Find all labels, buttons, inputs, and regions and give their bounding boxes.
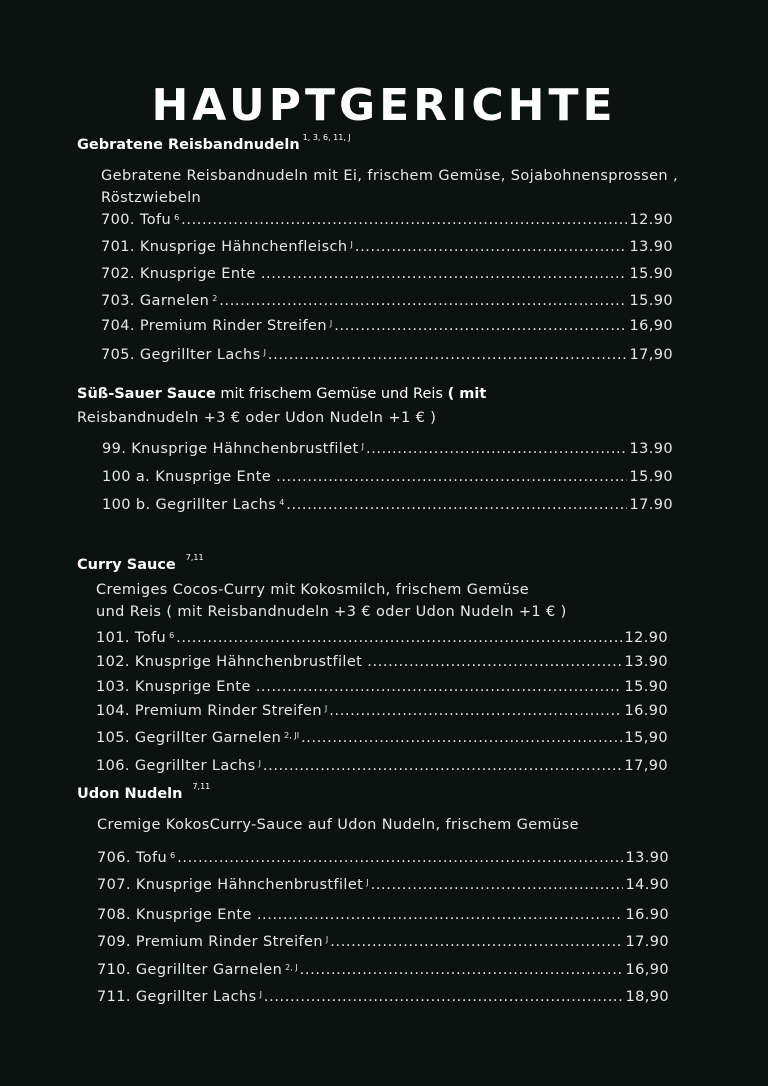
price: 13.90	[625, 850, 669, 866]
price: 15.90	[624, 679, 668, 695]
price: 16.90	[625, 907, 669, 923]
section-description: Cremiges Cocos-Curry mit Kokosmilch, frischem Gemüse und Reis ( mit Reisbandnudeln +3 € oder Udon Nudeln +1 € )	[96, 582, 567, 620]
allergen-note: 7,11	[185, 553, 204, 562]
price: 16,90	[625, 962, 669, 978]
price: 15.90	[629, 266, 673, 282]
section-description: Cremige KokosCurry-Sauce auf Udon Nudeln, frischem Gemüse	[97, 817, 579, 833]
price: 15.90	[629, 293, 673, 309]
menu-item: 709. Premium Rinder Streifen $^J$ ..... 17.90	[97, 934, 669, 954]
menu-item: 702. Knusprige Ente ..... 15.90	[101, 266, 673, 286]
section-heading: Süß-Sauer Sauce mit frischem Gemüse und Reis ( mit	[77, 386, 487, 402]
section-description: Reisbandnudeln +3 € oder Udon Nudeln +1 € )	[77, 410, 437, 426]
menu-item: 701. Knusprige Hähnchenfleisch $^J$ ..... 13.90	[101, 239, 673, 259]
price: 17.90	[625, 934, 669, 950]
menu-item: 99. Knusprige Hähnchenbrustfilet $^J$ ..... 13.90	[102, 441, 673, 461]
menu-item: 106. Gegrillter Lachs $^J$ ..... 17,90	[96, 758, 668, 778]
menu-item: 104. Premium Rinder Streifen $^J$ ..... 16.90	[96, 703, 668, 723]
price: 18,90	[625, 989, 669, 1005]
price: 15,90	[624, 730, 668, 746]
price: 17,90	[629, 347, 673, 363]
menu-item: 704. Premium Rinder Streifen $^J$ ..... 16,90	[101, 318, 673, 338]
price: 17.90	[629, 497, 673, 513]
section-heading	[77, 133, 351, 153]
menu-item: 706. Tofu $^6$ ..... 13.90	[97, 850, 669, 870]
section-title: Süß-Sauer Sauce	[77, 386, 216, 402]
section-title: Udon Nudeln	[77, 786, 183, 802]
allergen-note: 1, 3, 6, 11, J	[302, 133, 351, 142]
menu-item: 700. Tofu $^6$ ..... 12.90	[101, 212, 673, 232]
menu-item: 705. Gegrillter Lachs $^J$ ..... 17,90	[101, 347, 673, 367]
price: 13.90	[629, 239, 673, 255]
price: 15.90	[629, 469, 673, 485]
menu-item: 105. Gegrillter Garnelen $^{2, JI}$ ..... 15,90	[96, 730, 668, 750]
price: 13.90	[629, 441, 673, 457]
menu-item: 100 b. Gegrillter Lachs $^4$ ..... 17.90	[102, 497, 673, 517]
allergen-note: 7,11	[192, 782, 211, 791]
menu-item: 711. Gegrillter Lachs $^J$ ..... 18,90	[97, 989, 669, 1009]
menu-item: 708. Knusprige Ente ..... 16.90	[97, 907, 669, 927]
menu-item: 102. Knusprige Hähnchenbrustfilet ..... 13.90	[96, 654, 668, 674]
section-heading	[77, 553, 204, 573]
menu-item: 103. Knusprige Ente ..... 15.90	[96, 679, 668, 699]
price: 12.90	[624, 630, 668, 646]
menu-item: 100 a. Knusprige Ente ..... 15.90	[102, 469, 673, 489]
price: 13.90	[624, 654, 668, 670]
menu-item: 707. Knusprige Hähnchenbrustfilet $^J$ ..... 14.90	[97, 877, 669, 897]
menu-item: 101. Tofu $^6$ ..... 12.90	[96, 630, 668, 650]
section-title: Curry Sauce	[77, 557, 176, 573]
price: 16,90	[629, 318, 673, 334]
menu-item: 710. Gegrillter Garnelen $^{2, J}$ ..... 16,90	[97, 962, 669, 982]
section-description: Gebratene Reisbandnudeln mit Ei, frischem Gemüse, Sojabohnensprossen , Röstzwiebeln	[101, 168, 679, 206]
section-heading	[77, 782, 211, 802]
menu-item: 703. Garnelen $^2$ ..... 15.90	[101, 293, 673, 313]
price: 12.90	[629, 212, 673, 228]
price: 16.90	[624, 703, 668, 719]
page-title: HAUPTGERICHTE	[151, 80, 617, 131]
section-title: Gebratene Reisbandnudeln	[77, 137, 300, 153]
price: 17,90	[624, 758, 668, 774]
price: 14.90	[625, 877, 669, 893]
